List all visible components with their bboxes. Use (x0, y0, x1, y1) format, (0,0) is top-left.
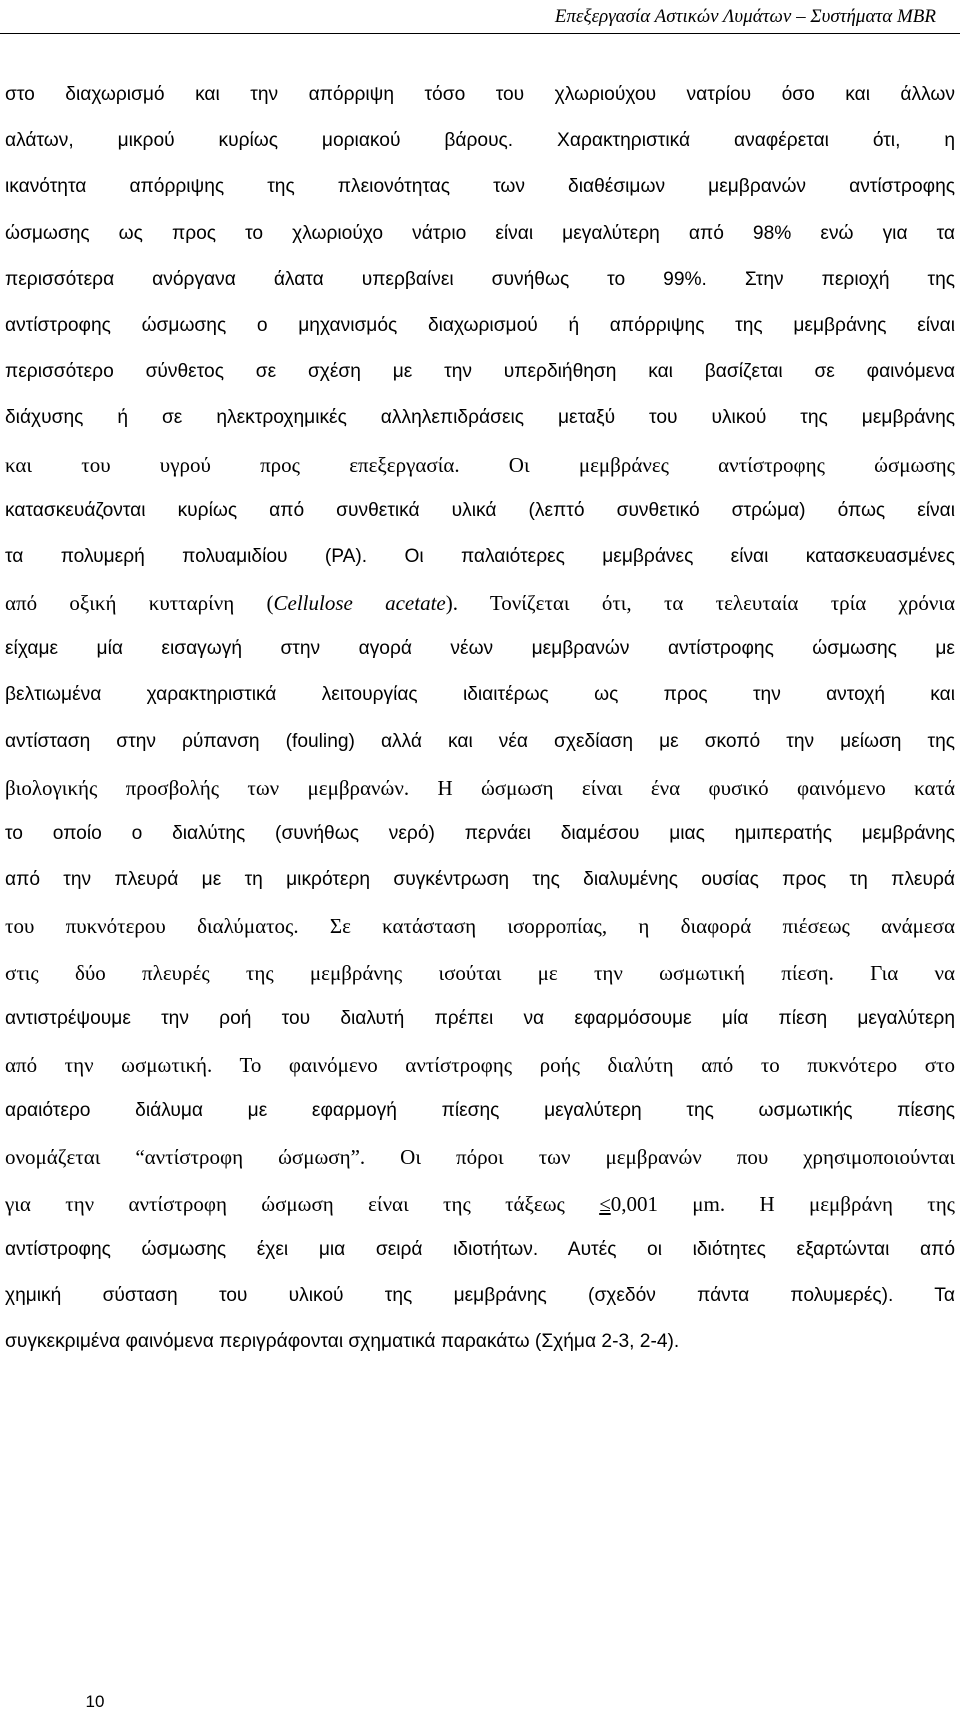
text-line (5, 903, 955, 949)
text-fragment-serif: Οι πόροι των μεμβρανών που χρησιμοποιούνται (365, 1145, 955, 1170)
text-line: αντίστροφης ώσμωσης ο μηχανισμός διαχωρισμού ή απόρριψης της μεμβράνης είναι (5, 314, 955, 336)
text-line: από την πλευρά με τη μικρότερη συγκέντρωση της διαλυμένης ουσίας προς τη πλευρά (5, 869, 955, 891)
text-line: στο διαχωρισμό και την απόρριψη τόσο του χλωριούχου νατρίου όσο και άλλων (5, 84, 955, 105)
text-line: το οποίο ο διαλύτης (συνήθως νερό) περνάει διαμέσου μιας ημιπερατής μεμβράνης (5, 823, 955, 844)
text-fragment-serif: 0,001 μm. Η μεμβράνη της (610, 1191, 955, 1216)
text-fragment-serif: ονομάζεται “αντίστροφη ώσμωση”. (5, 1145, 366, 1170)
text-line: περισσότερα ανόργανα άλατα υπερβαίνει συνήθως το 99%. Στην περιοχή της (5, 268, 955, 290)
text-line (5, 1134, 955, 1180)
text-fragment-italic: Cellulose acetate (273, 591, 446, 616)
text-line: είχαμε μία εισαγωγή στην αγορά νέων μεμβρανών αντίστροφης ώσμωσης με (5, 638, 955, 660)
text-line (5, 950, 955, 996)
text-fragment-serif: Για να (833, 960, 955, 985)
text-line (5, 1181, 955, 1227)
text-fragment-serif: από την ωσμωτική. (5, 1052, 213, 1077)
text-line-last: συγκεκριμένα φαινόμενα περιγράφονται σχηματικά παρακάτω (Σχήμα 2-3, 2-4). (5, 1331, 680, 1353)
text-fragment-serif: για την αντίστροφη ώσμωση είναι της τάξεως (5, 1191, 600, 1216)
running-header-title: Επεξεργασία Αστικών Λυμάτων – Συστήματα MBR (554, 6, 936, 27)
running-header-area (0, 0, 960, 40)
text-line: αλάτων, μικρού κυρίως μοριακού βάρους. Χαρακτηριστικά αναφέρεται ότι, η (5, 130, 955, 152)
text-line: χημική σύσταση του υλικού της μεμβράνης (σχεδόν πάντα πολυμερές). Τα (5, 1284, 955, 1306)
text-line: περισσότερο σύνθετος σε σχέση με την υπερδιήθηση και βασίζεται σε φαινόμενα (5, 361, 955, 383)
text-line: κατασκευάζονται κυρίως από συνθετικά υλικά (λεπτό συνθετικό στρώμα) όπως είναι (5, 499, 955, 521)
text-fragment-serif: Το φαινόμενο αντίστροφης ροής διαλύτη από το πυκνότερο στο (212, 1052, 955, 1077)
text-fragment-serif: Η ώσμωση είναι ένα φυσικό φαινόμενο κατά (409, 775, 956, 800)
text-line (5, 442, 955, 488)
text-fragment-serif: Σε κατάσταση ισορροπίας, η διαφορά πιέσεως ανάμεσα (298, 914, 956, 939)
text-line: αντίστροφης ώσμωσης έχει μια σειρά ιδιοτήτων. Αυτές οι ιδιότητες εξαρτώνται από (5, 1238, 955, 1260)
text-fragment-serif: ). Τονίζεται ότι, τα τελευταία τρία χρόνια (445, 591, 955, 616)
text-fragment-serif: του πυκνότερου διαλύματος. (5, 914, 299, 939)
text-fragment-serif: από οξική κυτταρίνη ( (5, 591, 274, 616)
text-fragment-serif: Οι μεμβράνες αντίστροφης ώσμωσης (459, 452, 955, 477)
text-line: αντιστρέψουμε την ροή του διαλυτή πρέπει να εφαρμόσουμε μία πίεση μεγαλύτερη (5, 1007, 955, 1029)
header-divider (0, 33, 960, 34)
body-paragraph (5, 72, 955, 1365)
text-fragment-serif: βιολογικής προσβολής των μεμβρανών. (5, 775, 410, 800)
text-line: ικανότητα απόρριψης της πλειονότητας των διαθέσιμων μεμβρανών αντίστροφης (5, 176, 955, 198)
text-fragment-serif: και του υγρού προς επεξεργασία. (5, 452, 460, 477)
text-line: αραιότερο διάλυμα με εφαρμογή πίεσης μεγαλύτερη της ωσμωτικής πίεσης (5, 1100, 955, 1122)
text-line: βελτιωμένα χαρακτηριστικά λειτουργίας ιδιαιτέρως ως προς την αντοχή και (5, 684, 955, 706)
text-line: αντίσταση στην ρύπανση (fouling) αλλά και νέα σχεδίαση με σκοπό την μείωση της (5, 730, 955, 752)
text-line (5, 765, 955, 811)
text-line: ώσμωσης ως προς το χλωριούχο νάτριο είναι μεγαλύτερη από 98% ενώ για τα (5, 222, 955, 244)
text-line (5, 1042, 955, 1088)
text-fragment-serif: στις δύο πλευρές της μεμβράνης ισούται με την ωσμωτική πίεση. (5, 960, 834, 985)
text-line: τα πολυμερή πολυαμιδίου (PA). Οι παλαιότερες μεμβράνες είναι κατασκευασμένες (5, 545, 955, 567)
text-line (5, 580, 955, 626)
leq-symbol: ≤ (599, 1191, 611, 1216)
text-line: διάχυσης ή σε ηλεκτροχημικές αλληλεπιδράσεις μεταξύ του υλικού της μεμβράνης (5, 407, 955, 429)
page-number: 10 (85, 1692, 105, 1711)
